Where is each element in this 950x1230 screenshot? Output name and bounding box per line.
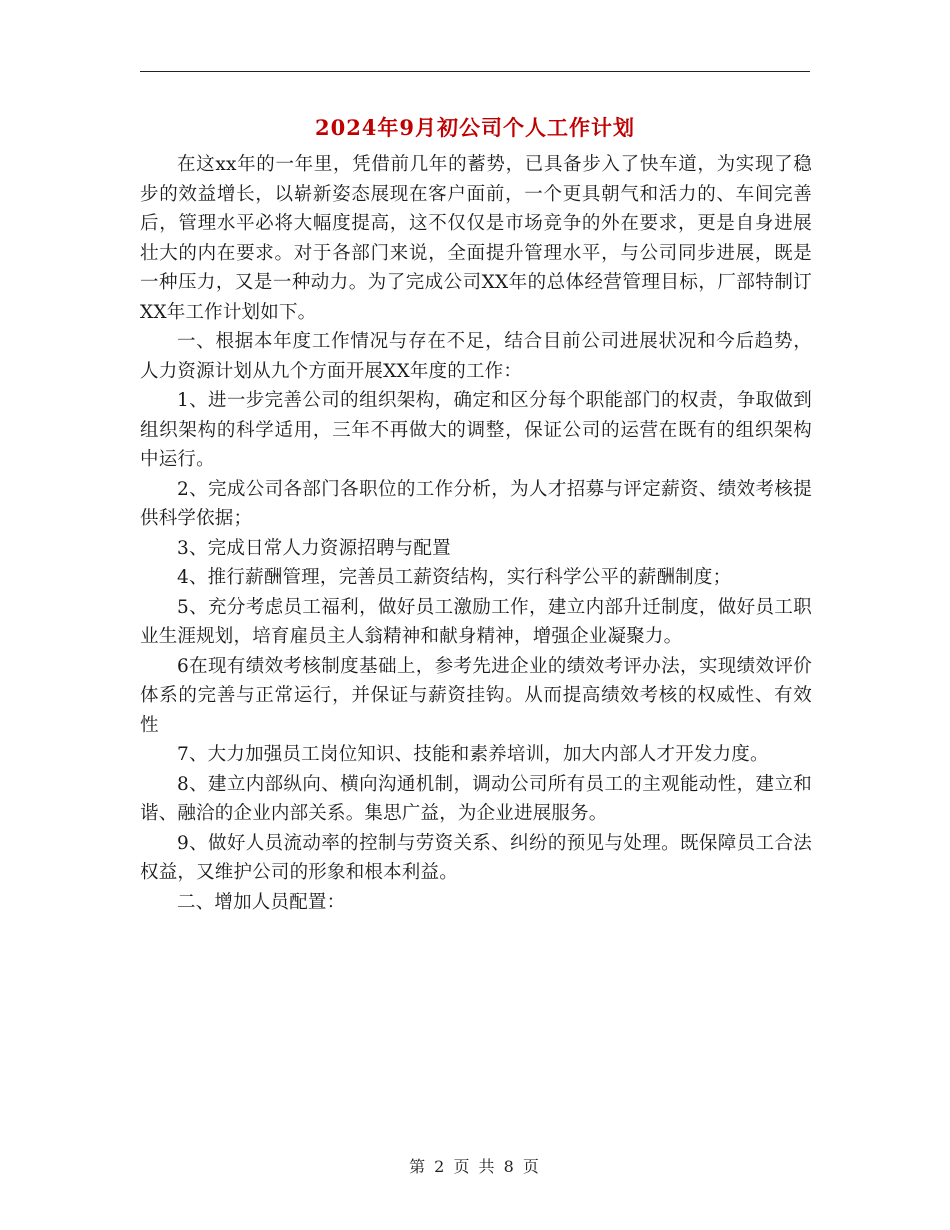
paragraph-item-6: 6在现有绩效考核制度基础上，参考先进企业的绩效考评办法，实现绩效评价体系的完善与正常运行，并保证与薪资挂钩。从而提高绩效考核的权威性、有效性 — [140, 655, 812, 736]
header-rule — [140, 71, 810, 72]
paragraph-item-7: 7、大力加强员工岗位知识、技能和素养培训，加大内部人才开发力度。 — [177, 744, 769, 765]
document-title: 2024年9月初公司个人工作计划 — [314, 115, 636, 140]
paragraph-item-8: 8、建立内部纵向、横向沟通机制，调动公司所有员工的主观能动性，建立和谐、融洽的企业内部关系。集思广益，为企业进展服务。 — [140, 773, 812, 824]
paragraph-section-one-heading: 一、根据本年度工作情况与存在不足，结合目前公司进展状况和今后趋势，人力资源计划从九个方面开展XX年度的工作： — [140, 331, 812, 382]
paragraph-section-two-heading: 二、增加人员配置： — [177, 891, 346, 913]
paragraph-item-4: 4、推行薪酬管理，完善员工薪资结构，实行科学公平的薪酬制度； — [177, 567, 732, 588]
document-body — [140, 150, 812, 917]
paragraph-item-5: 5、充分考虑员工福利，做好员工激励工作，建立内部升迁制度，做好员工职业生涯规划，培育雇员主人翁精神和献身精神，增强企业凝聚力。 — [140, 596, 812, 647]
paragraph-item-2: 2、完成公司各部门各职位的工作分析，为人才招募与评定薪资、绩效考核提供科学依据； — [140, 478, 812, 529]
paragraph-item-1: 1、进一步完善公司的组织架构，确定和区分每个职能部门的权责，争取做到组织架构的科学适用，三年不再做大的调整，保证公司的运营在既有的组织架构中运行。 — [140, 390, 812, 470]
paragraph-item-9: 9、做好人员流动率的控制与劳资关系、纠纷的预见与处理。既保障员工合法权益，又维护公司的形象和根本利益。 — [140, 832, 812, 883]
paragraph-item-3: 3、完成日常人力资源招聘与配置 — [177, 537, 451, 559]
paragraph-intro: 在这xx年的一年里，凭借前几年的蓄势，已具备步入了快车道，为实现了稳步的效益增长，以崭新姿态展现在客户面前，一个更具朝气和活力的、车间完善后，管理水平必将大幅度提高，这不仅仅是市场竞争的外在要求，更是自身进展壮大的内在要求。对于各部门来说，全面提升管理水平，与公司同步进展，既是一种压力，又是一种动力。为了完成公司XX年的总体经营管理目标，厂部特制订XX年工作计划如下。 — [140, 154, 812, 323]
page-number: 第 2 页 共 8 页 — [409, 1157, 541, 1176]
